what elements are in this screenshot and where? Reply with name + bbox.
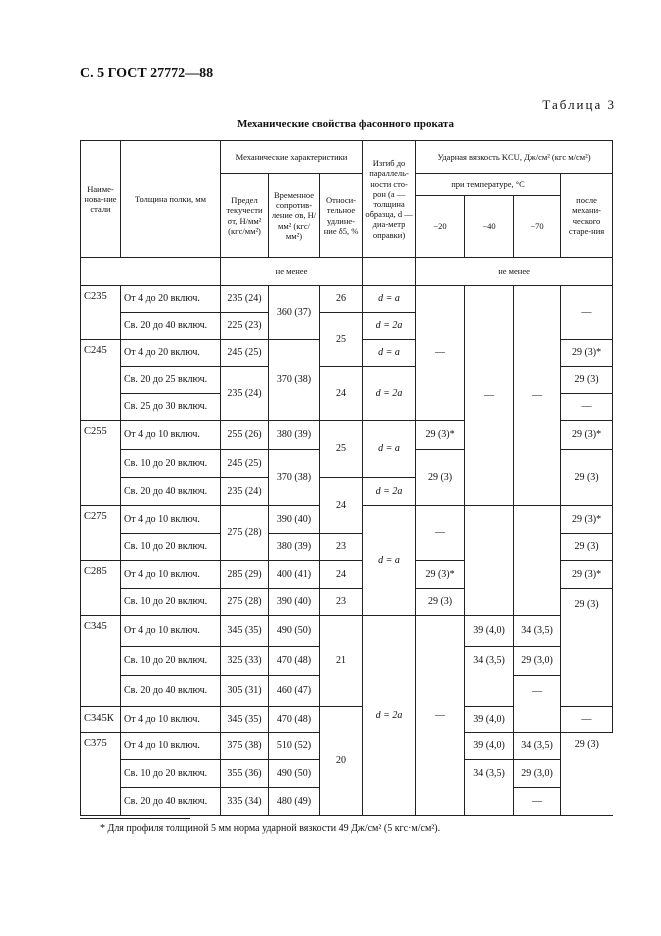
min-note-mech: не менее: [221, 258, 363, 286]
aging-cell: 29 (3): [561, 450, 613, 506]
tensile-cell: 510 (52): [269, 733, 320, 760]
steel-c375: С375: [81, 733, 121, 816]
aging-cell: 29 (3)*: [561, 506, 613, 534]
thickness-cell: Св. 20 до 40 включ.: [121, 788, 221, 816]
thickness-cell: От 4 до 20 включ.: [121, 340, 221, 367]
aging-cell: —: [561, 286, 613, 340]
kcu-40-cell: 39 (4,0): [465, 733, 514, 760]
tensile-cell: 490 (50): [269, 616, 320, 647]
col-elong-header: Относи-тельное удлине-ние δ5, %: [320, 174, 363, 258]
tensile-cell: 460 (47): [269, 676, 320, 707]
table-label: Таблица 3: [542, 97, 616, 112]
col-thickness-header: Толщина полки, мм: [121, 141, 221, 258]
kcu-70-cell: 34 (3,5): [514, 616, 561, 647]
elong-cell: 26: [320, 286, 363, 313]
tensile-cell: 470 (48): [269, 647, 320, 676]
yield-cell: 325 (33): [221, 647, 269, 676]
col-kcu-group-header: Ударная вязкость KCU, Дж/см² (кгс м/см²): [416, 141, 613, 174]
kcu-20-cell: 29 (3)*: [416, 421, 465, 450]
bend-cell: d = 2a: [363, 313, 416, 340]
aging-cell: 29 (3): [561, 589, 613, 707]
kcu-20-cell: 29 (3)*: [416, 561, 465, 589]
footnote-rule: [80, 818, 190, 819]
bend-cell: d = a: [363, 506, 416, 616]
yield-cell: 225 (23): [221, 313, 269, 340]
yield-cell: 345 (35): [221, 616, 269, 647]
elong-cell: 25: [320, 421, 363, 478]
col-t40-header: −40: [465, 196, 514, 258]
elong-cell: 23: [320, 589, 363, 616]
kcu-40-cell: 39 (4,0): [465, 616, 514, 647]
col-steel-header: Наиме-нова-ние стали: [81, 141, 121, 258]
elong-cell: 21: [320, 616, 363, 707]
col-aging-header: после механи-ческого старе-ния: [561, 174, 613, 258]
bend-cell: d = a: [363, 421, 416, 478]
yield-cell: 305 (31): [221, 676, 269, 707]
yield-cell: 275 (28): [221, 589, 269, 616]
footnote: * Для профиля толщиной 5 мм норма ударной вязкости 49 Дж/см² (5 кгс·м/см²).: [100, 823, 441, 834]
kcu-20-cell: —: [416, 506, 465, 561]
min-note-kcu: не менее: [416, 258, 613, 286]
tensile-cell: 380 (39): [269, 421, 320, 450]
thickness-cell: Св. 10 до 20 включ.: [121, 534, 221, 561]
yield-cell: 245 (25): [221, 450, 269, 478]
thickness-cell: Св. 20 до 40 включ.: [121, 676, 221, 707]
thickness-cell: От 4 до 10 включ.: [121, 707, 221, 733]
kcu-70-cell: [514, 506, 561, 616]
table-caption: Механические свойства фасонного проката: [237, 118, 454, 130]
kcu-40-cell: —: [465, 286, 514, 506]
steel-c255: С255: [81, 421, 121, 506]
tensile-cell: 390 (40): [269, 589, 320, 616]
yield-cell: 285 (29): [221, 561, 269, 589]
aging-cell: 29 (3)*: [561, 561, 613, 589]
bend-cell: d = a: [363, 340, 416, 367]
kcu-40-cell: 34 (3,5): [465, 647, 514, 707]
yield-cell: 255 (26): [221, 421, 269, 450]
kcu-70-cell: 34 (3,5): [514, 733, 561, 760]
steel-c245: С245: [81, 340, 121, 421]
elong-cell: 25: [320, 313, 363, 367]
bend-cell: d = a: [363, 286, 416, 313]
tensile-cell: 480 (49): [269, 788, 320, 816]
thickness-cell: Св. 10 до 20 включ.: [121, 647, 221, 676]
thickness-cell: От 4 до 20 включ.: [121, 286, 221, 313]
col-t70-header: −70: [514, 196, 561, 258]
thickness-cell: Св. 20 до 40 включ.: [121, 478, 221, 506]
tensile-cell: 400 (41): [269, 561, 320, 589]
kcu-20-cell: —: [416, 286, 465, 421]
col-temp-group-header: при температуре, °С: [416, 174, 561, 196]
thickness-cell: Св. 10 до 20 включ.: [121, 760, 221, 788]
yield-cell: 235 (24): [221, 478, 269, 506]
kcu-40-cell: 39 (4,0): [465, 707, 514, 733]
bend-cell: d = 2a: [363, 367, 416, 421]
kcu-20-cell: 29 (3): [416, 589, 465, 616]
aging-cell: 29 (3): [561, 534, 613, 561]
kcu-20-cell: 29 (3): [416, 450, 465, 506]
kcu-70-cell: —: [514, 788, 561, 816]
aging-cell: 29 (3)*: [561, 421, 613, 450]
tensile-cell: 380 (39): [269, 534, 320, 561]
yield-cell: 235 (24): [221, 367, 269, 421]
tensile-cell: 370 (38): [269, 340, 320, 421]
thickness-cell: Св. 20 до 25 включ.: [121, 367, 221, 394]
yield-cell: 355 (36): [221, 760, 269, 788]
yield-cell: 375 (38): [221, 733, 269, 760]
tensile-cell: 390 (40): [269, 506, 320, 534]
steel-c235: С235: [81, 286, 121, 340]
yield-cell: 345 (35): [221, 707, 269, 733]
elong-cell: 20: [320, 707, 363, 816]
tensile-cell: 360 (37): [269, 286, 320, 340]
col-tensile-header: Временное сопротив-ление σв, Н/мм² (кгс/мм²): [269, 174, 320, 258]
thickness-cell: От 4 до 10 включ.: [121, 506, 221, 534]
bend-cell: d = 2a: [363, 478, 416, 506]
thickness-cell: Св. 10 до 20 включ.: [121, 589, 221, 616]
elong-cell: 24: [320, 561, 363, 589]
thickness-cell: Св. 20 до 40 включ.: [121, 313, 221, 340]
kcu-40-cell: 34 (3,5): [465, 760, 514, 816]
thickness-cell: Св. 25 до 30 включ.: [121, 394, 221, 421]
aging-cell: —: [561, 707, 613, 733]
elong-cell: 23: [320, 534, 363, 561]
kcu-40-cell: [465, 506, 514, 616]
kcu-20-cell: —: [416, 616, 465, 816]
col-bend-header: Изгиб до параллель-ности сто-рон (a — толщина образца, d — диа-метр оправки): [363, 141, 416, 258]
steel-c345k: С345К: [81, 707, 121, 733]
yield-cell: 245 (25): [221, 340, 269, 367]
steel-c275: С275: [81, 506, 121, 561]
aging-cell: 29 (3): [561, 733, 613, 816]
kcu-70-cell: —: [514, 286, 561, 506]
mechanical-properties-table: [80, 140, 613, 816]
thickness-cell: От 4 до 10 включ.: [121, 421, 221, 450]
thickness-cell: Св. 10 до 20 включ.: [121, 450, 221, 478]
aging-cell: 29 (3): [561, 367, 613, 394]
elong-cell: 24: [320, 367, 363, 421]
thickness-cell: От 4 до 10 включ.: [121, 616, 221, 647]
tensile-cell: 470 (48): [269, 707, 320, 733]
aging-cell: —: [561, 394, 613, 421]
col-mech-group-header: Механические характеристики: [221, 141, 363, 174]
page-header: С. 5 ГОСТ 27772—88: [80, 66, 214, 81]
kcu-70-cell: 29 (3,0): [514, 760, 561, 788]
thickness-cell: От 4 до 10 включ.: [121, 733, 221, 760]
kcu-70-cell: 29 (3,0): [514, 647, 561, 676]
steel-c345: С345: [81, 616, 121, 707]
aging-cell: 29 (3)*: [561, 340, 613, 367]
yield-cell: 235 (24): [221, 286, 269, 313]
col-t20-header: −20: [416, 196, 465, 258]
bend-cell: d = 2a: [363, 616, 416, 816]
yield-cell: 335 (34): [221, 788, 269, 816]
thickness-cell: От 4 до 10 включ.: [121, 561, 221, 589]
tensile-cell: 490 (50): [269, 760, 320, 788]
elong-cell: 24: [320, 478, 363, 534]
yield-cell: 275 (28): [221, 506, 269, 561]
steel-c285: С285: [81, 561, 121, 616]
tensile-cell: 370 (38): [269, 450, 320, 506]
kcu-70-cell: —: [514, 676, 561, 733]
col-yield-header: Предел текучести σт, Н/мм² (кгс/мм²): [221, 174, 269, 258]
